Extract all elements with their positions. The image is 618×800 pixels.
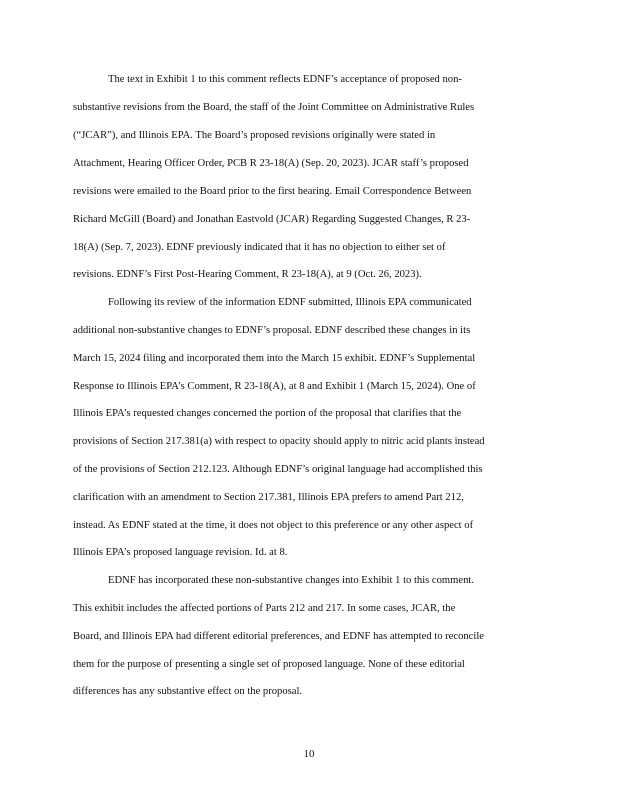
paragraph-3-line-4: them for the purpose of presenting a single set of proposed language. None of these editorial: [73, 659, 465, 670]
paragraph-3-line-2: This exhibit includes the affected portions of Parts 212 and 217. In some cases, JCAR, the: [73, 603, 456, 614]
paragraph-2-line-3: March 15, 2024 filing and incorporated them into the March 15 exhibit. EDNF’s Supplemental: [73, 353, 476, 364]
paragraph-2-line-7: of the provisions of Section 212.123. Although EDNF’s original language had accomplished this: [73, 464, 483, 475]
paragraph-3-line-5: differences has any substantive effect on the proposal.: [73, 686, 303, 697]
paragraph-2-line-10: Illinois EPA’s proposed language revision. Id. at 8.: [73, 547, 288, 558]
paragraph-1-line-1: The text in Exhibit 1 to this comment reflects EDNF’s acceptance of proposed non-: [108, 74, 462, 85]
paragraph-3-line-1: EDNF has incorporated these non-substantive changes into Exhibit 1 to this comment.: [108, 575, 475, 586]
paragraph-3-line-3: Board, and Illinois EPA had different editorial preferences, and EDNF has attempted to reconcile: [73, 631, 484, 642]
paragraph-1-line-7: 18(A) (Sep. 7, 2023). EDNF previously indicated that it has no objection to either set of: [73, 242, 446, 253]
paragraph-1-line-8: revisions. EDNF’s First Post-Hearing Comment, R 23-18(A), at 9 (Oct. 26, 2023).: [73, 269, 422, 280]
paragraph-1-line-2: substantive revisions from the Board, the staff of the Joint Committee on Administrative Rules: [73, 102, 475, 113]
paragraph-2-line-8: clarification with an amendment to Section 217.381, Illinois EPA prefers to amend Part 212,: [73, 492, 464, 503]
paragraph-1-line-5: revisions were emailed to the Board prior to the first hearing. Email Correspondence Between: [73, 186, 472, 197]
paragraph-2-line-9: instead. As EDNF stated at the time, it does not object to this preference or any other aspect of: [73, 520, 474, 531]
page-number: 10: [303, 748, 315, 760]
paragraph-2-line-2: additional non-substantive changes to EDNF’s proposal. EDNF described these changes in its: [73, 325, 471, 336]
paragraph-2-line-6: provisions of Section 217.381(a) with respect to opacity should apply to nitric acid plants instead: [73, 436, 485, 447]
paragraph-1-line-6: Richard McGill (Board) and Jonathan Eastvold (JCAR) Regarding Suggested Changes, R 23-: [73, 214, 471, 225]
paragraph-2-line-4: Response to Illinois EPA’s Comment, R 23-18(A), at 8 and Exhibit 1 (March 15, 2024). One of: [73, 381, 476, 392]
paragraph-1-line-3: (“JCAR”), and Illinois EPA. The Board’s proposed revisions originally were stated in: [73, 130, 436, 141]
paragraph-2-line-1: Following its review of the information EDNF submitted, Illinois EPA communicated: [108, 297, 472, 308]
paragraph-2-line-5: Illinois EPA’s requested changes concerned the portion of the proposal that clarifies that the: [73, 408, 462, 419]
paragraph-1-line-4: Attachment, Hearing Officer Order, PCB R 23-18(A) (Sep. 20, 2023). JCAR staff’s proposed: [73, 158, 469, 169]
